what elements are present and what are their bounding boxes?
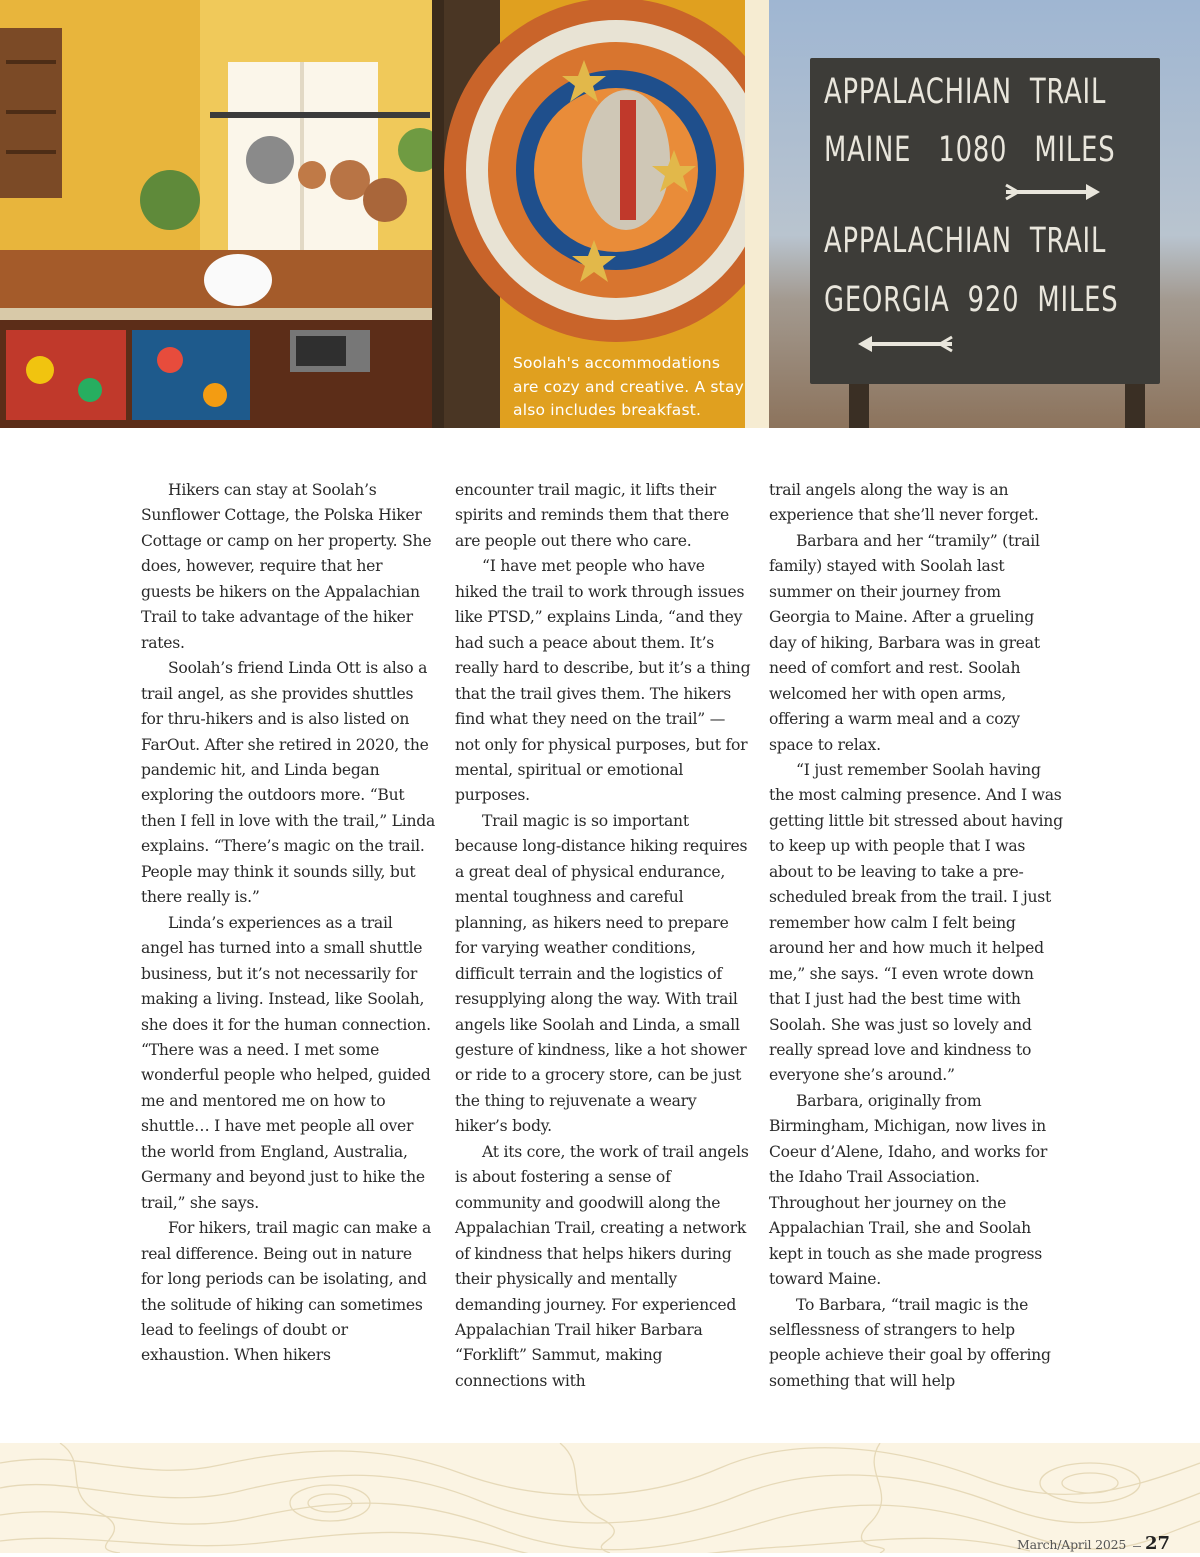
paragraph: Linda’s experiences as a trail angel has turned into a small shuttle business, but it’s not necessarily for making a living. Instead, like Soolah, she does it for the human connection. “There was a need. I met some wonderful people who helped, guided me and mentored me on how to shuttle… I have met people all over the world from England, Australia, Germany and beyond just to hike the trail,” she says. <box>141 913 431 1212</box>
paragraph: “I just remember Soolah having the most calming presence. And I was getting little bit stressed about having to keep up with people that I was about to be leaving to take a pre-scheduled break from the trail. I just remember how calm I felt being around her and how much it helped me,” she says. “I even wrote down that I just had the best time with Soolah. She was just so lovely and really spread love and kindness to everyone she’s around.” <box>769 760 1063 1085</box>
paragraph: Barbara and her “tramily” (trail family) stayed with Soolah last summer on their journey from Georgia to Maine. After a grueling day of hiking, Barbara was in great need of comfort and rest. Soolah welcomed her with open arms, offering a warm meal and a cozy space to relax. <box>769 531 1040 754</box>
paragraph: At its core, the work of trail angels is about fostering a sense of community and goodwill along the Appalachian Trail, creating a network of kindness that helps hikers during their physically and mentally demanding journey. For experienced Appalachian Trail hiker Barbara “Forklift” Sammut, making connections with <box>455 1142 749 1390</box>
page-number: 27 <box>1145 1533 1171 1554</box>
paragraph: Trail magic is so important because long-distance hiking requires a great deal of physical endurance, mental toughness and careful planning, as hikers need to prepare for varying weather conditions, difficult terrain and the logistics of resupplying along the way. With trail angels like Soolah and Linda, a small gesture of kindness, like a hot shower or ride to a grocery store, can be just the thing to rejuvenate a weary hiker’s body. <box>455 811 748 1136</box>
issue-date: March/April 2025 <box>1017 1537 1127 1552</box>
footer-rule <box>1133 1546 1141 1547</box>
paragraph: encounter trail magic, it lifts their spirits and reminds them that there are people out there who care. <box>455 481 729 550</box>
paragraph: Hikers can stay at Soolah’s Sunflower Cottage, the Polska Hiker Cottage or camp on her property. She does, however, require that her guests be hikers on the Appalachian Trail to take advantage of the hiker rates. <box>141 481 432 652</box>
photo-divider <box>745 0 769 428</box>
paragraph: To Barbara, “trail magic is the selflessness of strangers to help people achieve their goal by offering something that will help <box>769 1295 1051 1390</box>
article-column-1 <box>141 478 437 1369</box>
arrow-left-icon <box>856 334 956 354</box>
paragraph: For hikers, trail magic can make a real difference. Being out in nature for long periods can be isolating, and the solitude of hiking can sometimes lead to feelings of doubt or exhaustion. When hikers <box>141 1219 432 1365</box>
arrow-right-icon <box>1002 182 1102 202</box>
paragraph: Soolah’s friend Linda Ott is also a trail angel, as she provides shuttles for thru-hikers and is also listed on FarOut. After she retired in 2020, the pandemic hit, and Linda began exploring the outdoors more. “But then I fell in love with the trail,” Linda explains. “There’s magic on the trail. People may think it sounds silly, but there really is.” <box>141 659 436 907</box>
kitchen-photo <box>0 0 444 428</box>
paragraph: trail angels along the way is an experience that she’ll never forget. <box>769 481 1039 525</box>
photo-strip <box>0 0 1200 428</box>
sign-line-3: APPALACHIAN TRAIL <box>824 221 1107 261</box>
sign-line-4: GEORGIA 920 MILES <box>824 280 1119 320</box>
photo-caption: Soolah's accommodations are cozy and creative. A stay also includes breakfast. <box>513 354 745 419</box>
paragraph: “I have met people who have hiked the trail to work through issues like PTSD,” explains Linda, “and they had such a peace about them. It’s really hard to describe, but it’s a thing that the trail gives them. The hikers find what they need on the trail” — not only for physical purposes, but for mental, spiritual or emotional purposes. <box>455 557 751 805</box>
paragraph: Barbara, originally from Birmingham, Michigan, now lives in Coeur d’Alene, Idaho, and works for the Idaho Trail Association. Throughout her journey on the Appalachian Trail, she and Soolah kept in touch as she made progress toward Maine. <box>769 1091 1048 1289</box>
sign-line-2: MAINE 1080 MILES <box>824 130 1116 170</box>
article-column-3 <box>769 478 1065 1394</box>
kitchen-illustration <box>0 0 444 428</box>
sign-line-1: APPALACHIAN TRAIL <box>824 72 1107 112</box>
trail-sign <box>810 58 1160 384</box>
article-column-2 <box>455 478 751 1394</box>
